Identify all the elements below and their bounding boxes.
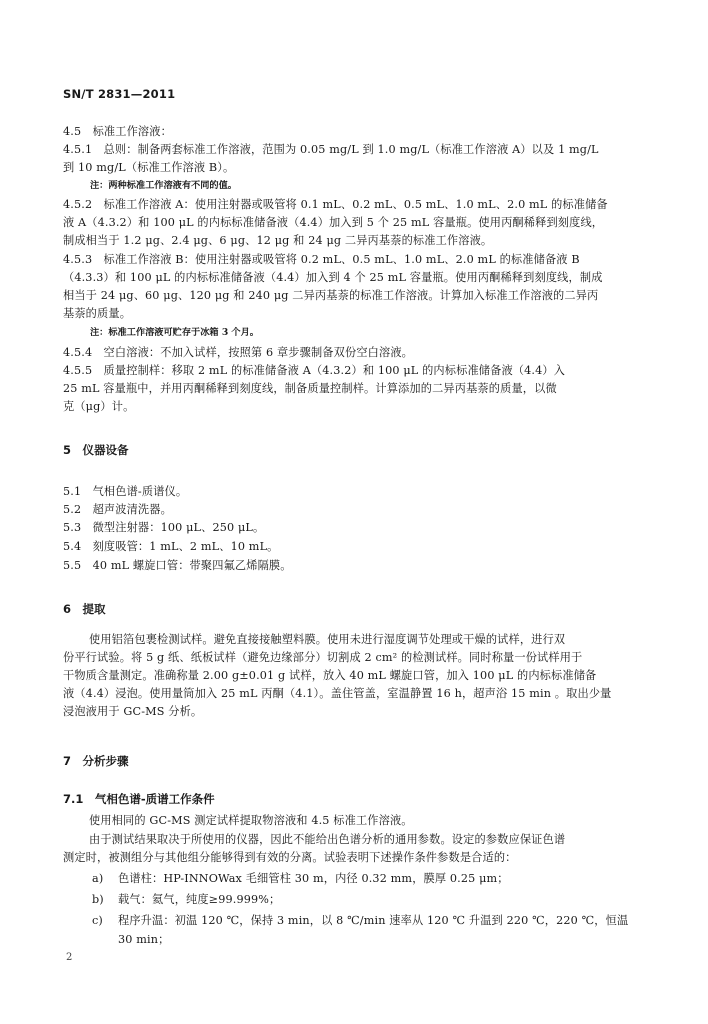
para-4-5-1-line-1: 4.5.1 总则：制备两套标准工作溶液，范围为 0.05 mg/L 到 1.0 mg/L（标准工作溶液 A）以及 1 mg/L [63,143,599,156]
condition-a-label: a) [92,872,104,885]
para-4-5-3-line-2: （4.3.3）和 100 μL 的内标标准储备液（4.4）加入到 4 个 25 mL 容量瓶。使用丙酮稀释到刻度线，制成 [63,271,603,284]
para-4-5-2-line-1: 4.5.2 标准工作溶液 A：使用注射器或吸管将 0.1 mL、0.2 mL、0.5 mL、1.0 mL、2.0 mL 的标准储备 [63,198,608,211]
equipment-item-3: 5.3 微型注射器：100 μL、250 μL。 [63,521,265,534]
standard-number: SN/T 2831—2011 [63,87,176,101]
para-4-5-2-line-2: 液 A（4.3.2）和 100 μL 的内标标准储备液（4.4）加入到 5 个 25 mL 容量瓶。使用丙酮稀释到刻度线， [63,216,604,229]
para-4-5-5-line-1: 4.5.5 质量控制样：移取 2 mL 的标准储备液 A（4.3.2）和 100 μL 的内标标准储备液（4.4）入 [63,364,566,377]
equipment-item-1: 5.1 气相色谱-质谱仪。 [63,485,188,498]
para-7-1-intro-1: 使用相同的 GC-MS 测定试样提取物溶液和 4.5 标准工作溶液。 [89,814,413,827]
condition-a-text: 色谱柱：HP-INNOWax 毛细管柱 30 m，内径 0.32 mm，膜厚 0.25 μm； [118,872,509,885]
para-4-5-3-line-4: 基萘的质量。 [63,307,132,320]
condition-c-text: 程序升温：初温 120 ℃，保持 3 min，以 8 ℃/min 速率从 120 ℃ 升温到 220 ℃，220 ℃，恒温 [118,914,629,927]
condition-b-label: b) [92,893,104,906]
note-1: 注：两种标准工作溶液有不同的值。 [90,180,237,191]
note-2: 注：标准工作溶液可贮存于冰箱 3 个月。 [90,327,259,338]
para-6-line-1: 使用铝箔包裹检测试样。避免直接接触塑料膜。使用未进行湿度调节处理或干燥的试样，进行双 [89,633,566,646]
para-4-5-2-line-3: 制成相当于 1.2 μg、2.4 μg、6 μg、12 μg 和 24 μg 二异丙基萘的标准工作溶液。 [63,234,493,247]
para-4-5-5-line-3: 克（μg）计。 [63,400,135,413]
section-6-title: 6 提取 [63,602,106,616]
section-7-1-title: 7.1 气相色谱-质谱工作条件 [63,792,215,806]
para-4-5-3-line-3: 相当于 24 μg、60 μg、120 μg 和 240 μg 二异丙基萘的标准工作溶液。计算加入标准工作溶液的二异丙 [63,289,599,302]
para-6-line-3: 干物质含量测定。准确称量 2.00 g±0.01 g 试样，放入 40 mL 螺旋口管，加入 100 μL 的内标标准储备 [63,669,597,682]
para-7-1-intro-3: 测定时，被测组分与其他组分能够得到有效的分离。试验表明下述操作条件参数是合适的： [63,851,517,864]
para-4-5-5-line-2: 25 mL 容量瓶中，并用丙酮稀释到刻度线，制备质量控制样。计算添加的二异丙基萘的质量，以微 [63,382,557,395]
para-6-line-4: 液（4.4）浸泡。使用量筒加入 25 mL 丙酮（4.1）。盖住管盖，室温静置 16 h，超声浴 15 min 。取出少量 [63,687,612,700]
para-4-5-4: 4.5.4 空白溶液：不加入试样，按照第 6 章步骤制备双份空白溶液。 [63,346,414,359]
section-7-title: 7 分析步骤 [63,754,129,768]
condition-c-continued: 30 min； [118,933,170,946]
section-4-5-title: 4.5 标准工作溶液： [63,125,172,138]
equipment-item-2: 5.2 超声波清洗器。 [63,503,172,516]
equipment-item-5: 5.5 40 mL 螺旋口管：带聚四氟乙烯隔膜。 [63,559,292,572]
condition-c-label: c) [92,914,103,927]
para-7-1-intro-2: 由于测试结果取决于所使用的仪器，因此不能给出色谱分析的通用参数。设定的参数应保证色谱 [89,833,566,846]
condition-b-text: 载气：氦气，纯度≥99.999%； [118,893,281,906]
page-number: 2 [66,952,73,963]
para-4-5-3-line-1: 4.5.3 标准工作溶液 B：使用注射器或吸管将 0.2 mL、0.5 mL、1.0 mL、2.0 mL 的标准储备液 B [63,253,580,266]
section-5-title: 5 仪器设备 [63,443,129,457]
para-6-line-5: 浸泡液用于 GC-MS 分析。 [63,705,203,718]
equipment-item-4: 5.4 刻度吸管：1 mL、2 mL、10 mL。 [63,540,279,553]
para-4-5-1-line-2: 到 10 mg/L（标准工作溶液 B）。 [63,161,235,174]
para-6-line-2: 份平行试验。将 5 g 纸、纸板试样（避免边缘部分）切割成 2 cm² 的检测试样。同时称量一份试样用于 [63,651,583,664]
